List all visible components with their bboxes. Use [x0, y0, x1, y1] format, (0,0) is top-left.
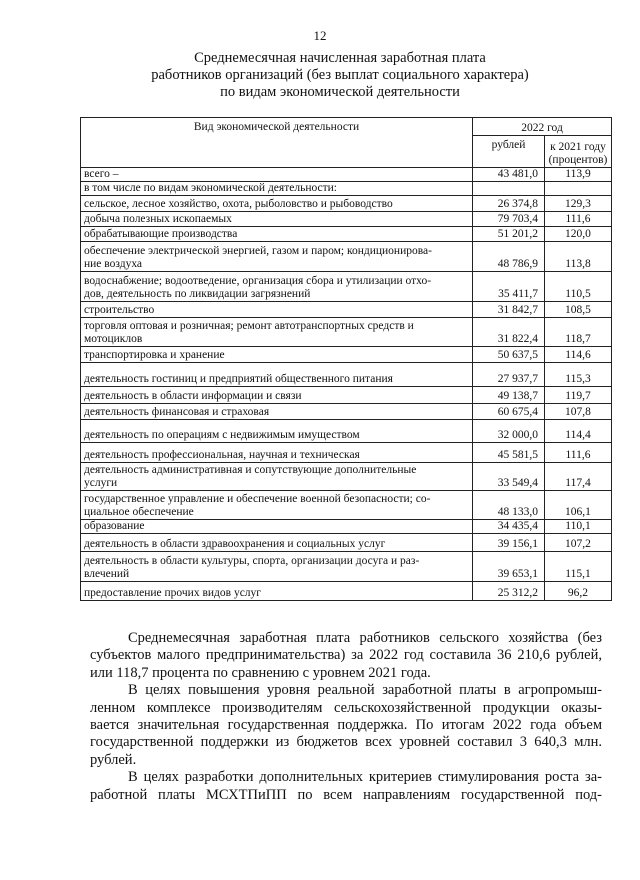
rubles-value: 31 842,7: [473, 302, 545, 318]
percent-value: 113,9: [544, 168, 611, 182]
activity-label: государственное управление и обеспечение военной безопасности; со-: [84, 493, 431, 505]
percent-value: 107,8: [544, 404, 611, 420]
activity-label: предоставление прочих видов услуг: [84, 587, 261, 599]
title-line: по видам экономической деятельности: [220, 84, 460, 100]
rubles-value: 32 000,0: [473, 420, 545, 443]
table-row: [81, 318, 612, 347]
activity-label: обрабатывающие производства: [84, 228, 238, 240]
title-line: работников организаций (без выплат социального характера): [151, 67, 529, 83]
table-row: [81, 227, 612, 242]
activity-cell: [81, 420, 473, 443]
rubles-value: 45 581,5: [473, 443, 545, 463]
table-row: [81, 168, 612, 182]
page-number: 12: [313, 28, 327, 43]
activity-cell: [81, 318, 473, 347]
activity-label: деятельность административная и сопутствующие дополнительные: [84, 464, 417, 476]
rubles-value: 31 822,4: [473, 318, 545, 347]
activity-cell: [81, 272, 473, 302]
rubles-value: 49 138,7: [473, 387, 545, 404]
rubles-value: 35 411,7: [473, 272, 545, 302]
rubles-value: 27 937,7: [473, 363, 545, 387]
rubles-value: 26 374,8: [473, 196, 545, 212]
rubles-value: 33 549,4: [473, 463, 545, 491]
rubles-value: 48 786,9: [473, 242, 545, 272]
activity-cell: [81, 363, 473, 387]
percent-value: 113,8: [544, 242, 611, 272]
percent-value: 110,1: [544, 520, 611, 534]
paragraph: [90, 630, 602, 682]
text-line: 36 210,6 рублей, или 118,7 процента по сравнению с уровнем 2021 года.: [90, 647, 602, 681]
percent-value: 115,1: [544, 552, 611, 582]
header-year: 2022 год: [473, 118, 612, 136]
activity-label: услуги: [84, 477, 118, 489]
rubles-value: [473, 182, 545, 196]
table-row: [81, 272, 612, 302]
percent-value: 117,4: [544, 463, 611, 491]
rubles-value: 79 703,4: [473, 212, 545, 227]
percent-value: 120,0: [544, 227, 611, 242]
percent-value: 129,3: [544, 196, 611, 212]
activity-cell: [81, 387, 473, 404]
activity-label: деятельность в области здравоохранения и социальных услуг: [84, 538, 386, 550]
activity-label: мотоциклов: [84, 333, 143, 345]
table-row: [81, 196, 612, 212]
activity-cell: [81, 491, 473, 520]
text-line: вается значительная государственная поддержка. По итогам 2022 года объем: [90, 717, 602, 734]
table-row: [81, 242, 612, 272]
activity-cell: [81, 582, 473, 601]
activity-label: деятельность в области информации и связи: [84, 390, 302, 402]
table-row: [81, 582, 612, 601]
activity-cell: [81, 302, 473, 318]
activity-label: ние воздуха: [84, 258, 143, 270]
activity-label: водоснабжение; водоотведение, организация сбора и утилизации отхо-: [84, 275, 432, 287]
activity-label: всего –: [84, 168, 119, 180]
activity-cell: [81, 443, 473, 463]
header-rubles: рублей: [473, 136, 545, 168]
activity-cell: [81, 212, 473, 227]
activity-cell: [81, 520, 473, 534]
activity-label: обеспечение электрической энергией, газом и паром; кондиционирова-: [84, 245, 432, 257]
rubles-value: 51 201,2: [473, 227, 545, 242]
activity-cell: [81, 182, 473, 196]
header-activity: Вид экономической деятельности: [81, 118, 473, 168]
table-row: [81, 404, 612, 420]
table-row: [81, 520, 612, 534]
percent-value: 108,5: [544, 302, 611, 318]
table-row: [81, 463, 612, 491]
percent-value: 96,2: [544, 582, 611, 601]
percent-value: 115,3: [544, 363, 611, 387]
percent-value: 111,6: [544, 443, 611, 463]
text-line: работной платы МСХТПиПП по всем направлениям государственной под-: [90, 786, 602, 803]
activity-label: деятельность гостиниц и предприятий общественного питания: [84, 373, 393, 385]
activity-label: деятельность финансовая и страховая: [84, 406, 270, 418]
table-row: [81, 302, 612, 318]
title-line: Среднемесячная начисленная заработная плата: [194, 50, 486, 66]
text-line: рублей.: [90, 751, 137, 768]
activity-cell: [81, 534, 473, 552]
percent-value: 114,4: [544, 420, 611, 443]
activity-label: торговля оптовая и розничная; ремонт автотранспортных средств и: [84, 320, 414, 332]
activity-label: деятельность в области культуры, спорта, организации досуга и раз-: [84, 555, 420, 567]
table-row: [81, 534, 612, 552]
percent-value: 119,7: [544, 387, 611, 404]
wages-table: [80, 117, 612, 601]
table-row: [81, 363, 612, 387]
text-line: субъектов малого предпринимательства) за 2022 год составила: [90, 647, 492, 664]
paragraph: [90, 769, 602, 804]
percent-value: 107,2: [544, 534, 611, 552]
table-row: [81, 347, 612, 363]
text-line: В целях повышения уровня реальной заработной платы в агропромыш-: [128, 682, 602, 699]
percent-value: 110,5: [544, 272, 611, 302]
activity-cell: [81, 227, 473, 242]
rubles-value: 25 312,2: [473, 582, 545, 601]
rubles-value: 34 435,4: [473, 520, 545, 534]
activity-cell: [81, 168, 473, 182]
activity-cell: [81, 552, 473, 582]
rubles-value: 39 653,1: [473, 552, 545, 582]
rubles-value: 50 637,5: [473, 347, 545, 363]
rubles-value: 43 481,0: [473, 168, 545, 182]
activity-label: влечений: [84, 568, 130, 580]
rubles-value: 48 133,0: [473, 491, 545, 520]
header-percent-line: (процентов): [548, 154, 608, 166]
table-row: [81, 443, 612, 463]
page-title: [80, 50, 600, 101]
table-row: [81, 182, 612, 196]
text-line: Среднемесячная заработная плата работников сельского хозяйства (без: [128, 630, 602, 646]
percent-value: 106,1: [544, 491, 611, 520]
activity-cell: [81, 347, 473, 363]
activity-cell: [81, 242, 473, 272]
percent-value: [544, 182, 611, 196]
rubles-value: 39 156,1: [473, 534, 545, 552]
percent-value: 111,6: [544, 212, 611, 227]
header-percent-line: к 2021 году: [550, 141, 606, 153]
table-row: [81, 491, 612, 520]
header-percent: [544, 136, 611, 168]
activity-label: дов, деятельность по ликвидации загрязнений: [84, 288, 311, 300]
activity-label: транспортировка и хранение: [84, 349, 225, 361]
paragraph: [90, 682, 602, 769]
activity-cell: [81, 196, 473, 212]
table-row: [81, 212, 612, 227]
activity-label: деятельность по операциям с недвижимым имуществом: [84, 429, 360, 441]
activity-cell: [81, 404, 473, 420]
rubles-value: 60 675,4: [473, 404, 545, 420]
text-line: государственной поддержки из бюджетов всех уровней составил 3 640,3 млн.: [90, 734, 602, 751]
activity-label: циальное обеспечение: [84, 506, 194, 518]
activity-label: добыча полезных ископаемых: [84, 213, 232, 225]
activity-label: деятельность профессиональная, научная и техническая: [84, 449, 360, 461]
percent-value: 114,6: [544, 347, 611, 363]
table-row: [81, 387, 612, 404]
activity-label: образование: [84, 520, 145, 532]
percent-value: 118,7: [544, 318, 611, 347]
activity-label: сельское, лесное хозяйство, охота, рыболовство и рыбоводство: [84, 198, 393, 210]
activity-label: в том числе по видам экономической деятельности:: [84, 182, 337, 194]
text-line: ленном комплексе производителям сельскохозяйственной продукции оказы-: [90, 699, 602, 716]
table-row: [81, 420, 612, 443]
body-text: [90, 630, 602, 804]
activity-label: строительство: [84, 304, 155, 316]
activity-cell: [81, 463, 473, 491]
text-line: В целях разработки дополнительных критериев стимулирования роста за-: [128, 769, 602, 786]
table-row: [81, 552, 612, 582]
